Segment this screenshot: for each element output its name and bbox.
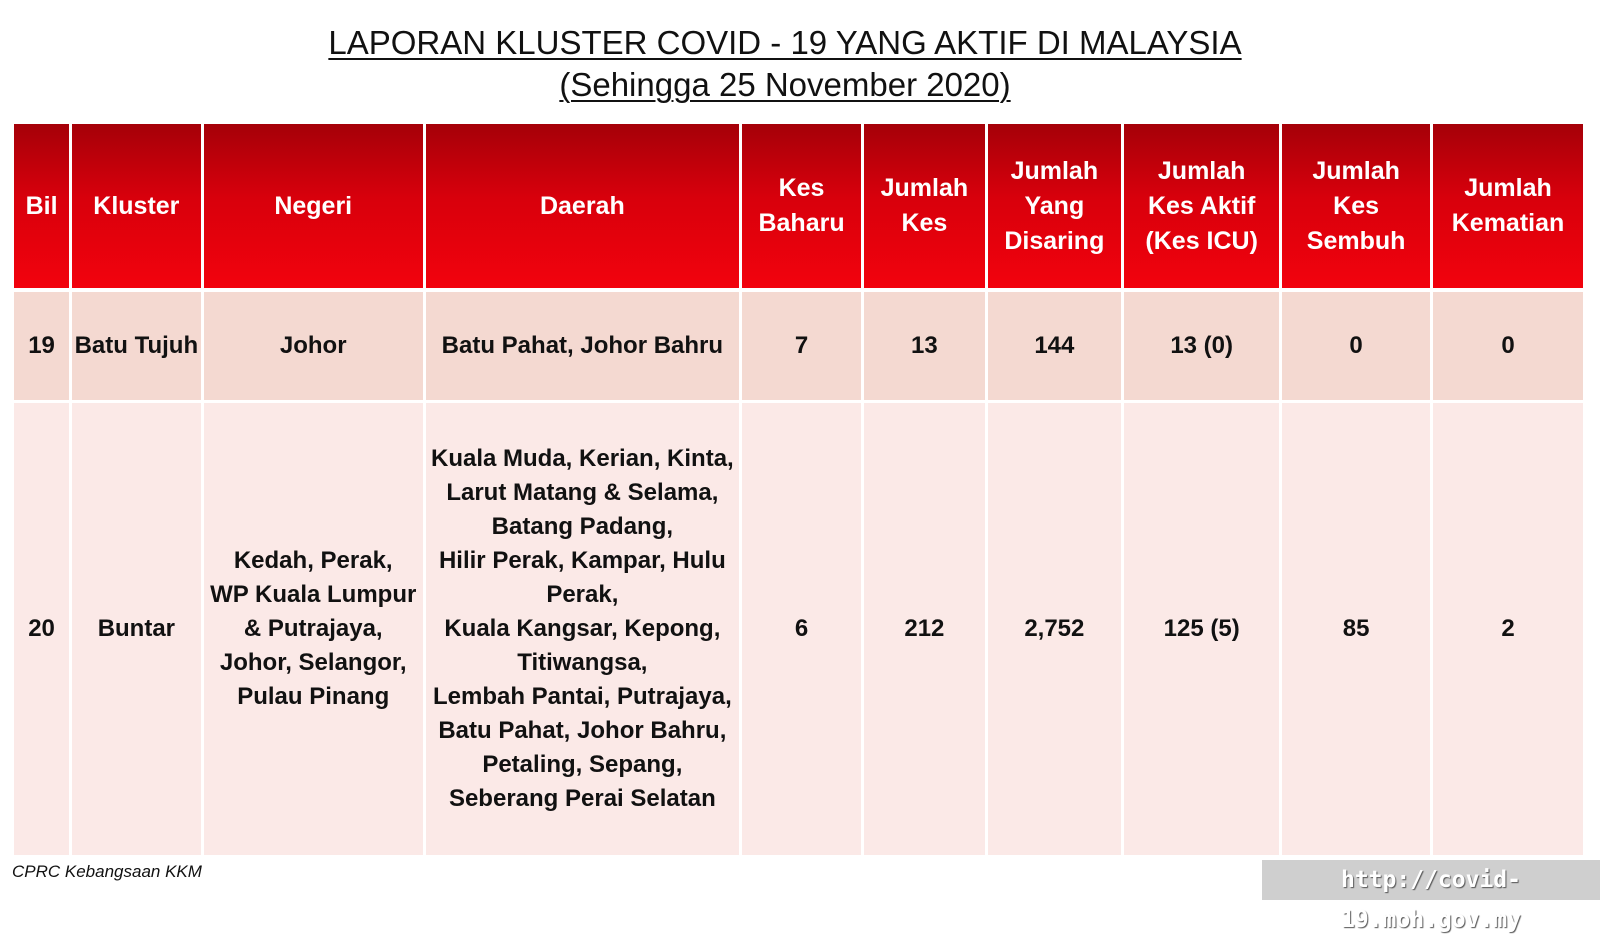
header-bil: Bil [14,124,72,292]
cell-bil: 19 [14,292,72,403]
header-kes-aktif-icu: Jumlah Kes Aktif (Kes ICU) [1124,124,1282,292]
header-kluster: Kluster [72,124,204,292]
header-row [14,124,1583,292]
table-row [14,403,1583,855]
title-line-1: LAPORAN KLUSTER COVID - 19 YANG AKTIF DI MALAYSIA [328,24,1242,61]
cell-kematian: 2 [1433,403,1583,855]
header-jumlah-kes: Jumlah Kes [864,124,987,292]
header-kes-baharu: Kes Baharu [742,124,864,292]
cell-negeri: Kedah, Perak, WP Kuala Lumpur & Putrajaya, Johor, Selangor, Pulau Pinang [204,403,426,855]
cell-kes-sembuh: 85 [1282,403,1433,855]
header-kematian: Jumlah Kematian [1433,124,1583,292]
cell-jumlah-disaring: 144 [988,292,1125,403]
cell-kes-aktif-icu: 13 (0) [1124,292,1282,403]
report-title [0,22,1570,106]
cell-negeri: Johor [204,292,426,403]
cell-daerah: Kuala Muda, Kerian, Kinta, Larut Matang & Selama, Batang Padang, Hilir Perak, Kampar, Hulu Perak, Kuala Kangsar, Kepong, Titiwangsa, Lembah Pantai, Putrajaya, Batu Pahat, Johor Bahru, Petaling, Sepang, Seberang Perai Selatan [426,403,742,855]
header-negeri: Negeri [204,124,426,292]
website-url: http://covid-19.moh.gov.my [1262,860,1600,900]
cell-daerah: Batu Pahat, Johor Bahru [426,292,742,403]
cell-kes-sembuh: 0 [1282,292,1433,403]
cell-kes-aktif-icu: 125 (5) [1124,403,1282,855]
cell-kes-baharu: 7 [742,292,864,403]
cell-jumlah-kes: 212 [864,403,987,855]
cell-jumlah-kes: 13 [864,292,987,403]
title-line-2: (Sehingga 25 November 2020) [559,66,1011,103]
header-daerah: Daerah [426,124,742,292]
cluster-table [14,124,1583,855]
cell-kluster: Batu Tujuh [72,292,204,403]
cell-kluster: Buntar [72,403,204,855]
cell-kematian: 0 [1433,292,1583,403]
source-credit: CPRC Kebangsaan KKM [12,862,202,881]
cell-bil: 20 [14,403,72,855]
header-jumlah-disaring: Jumlah Yang Disaring [988,124,1125,292]
header-kes-sembuh: Jumlah Kes Sembuh [1282,124,1433,292]
cell-jumlah-disaring: 2,752 [988,403,1125,855]
cell-kes-baharu: 6 [742,403,864,855]
table-row [14,292,1583,403]
